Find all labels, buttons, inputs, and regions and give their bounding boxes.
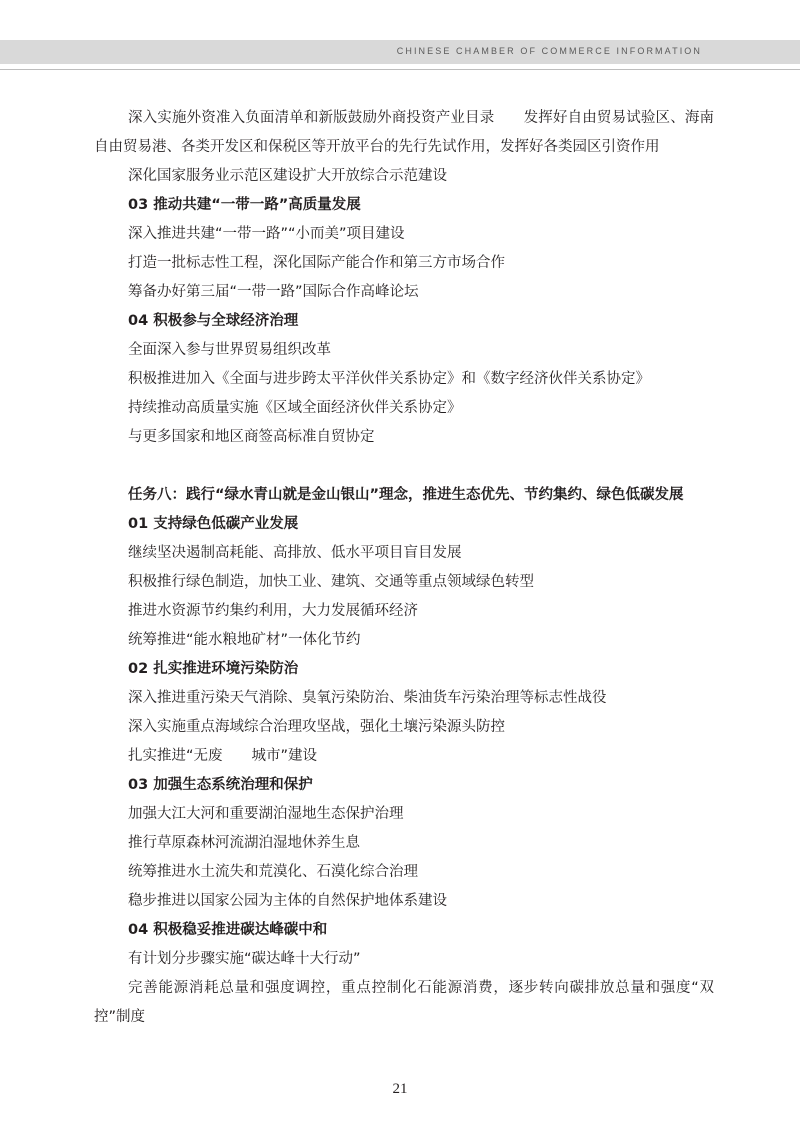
header-band [0, 40, 800, 64]
list-item: 深入实施重点海域综合治理攻坚战，强化土壤污染源头防控 [128, 719, 505, 735]
list-item: 深化国家服务业示范区建设扩大开放综合示范建设 [128, 168, 447, 184]
list-item: 深入推进重污染天气消除、臭氧污染防治、柴油货车污染治理等标志性战役 [128, 690, 607, 706]
section-heading: 03 加强生态系统治理和保护 [128, 777, 313, 793]
list-item: 打造一批标志性工程，深化国际产能合作和第三方市场合作 [128, 255, 505, 271]
section-heading: 01 支持绿色低碳产业发展 [128, 516, 299, 532]
list-item: 统筹推进“能水粮地矿材”一体化节约 [128, 632, 361, 648]
task-heading: 任务八：践行“绿水青山就是金山银山”理念，推进生态优先、节约集约、绿色低碳发展 [128, 487, 684, 503]
list-item: 扎实推进“无废 城市”建设 [128, 748, 318, 764]
paragraph: 完善能源消耗总量和强度调控，重点控制化石能源消费，逐步转向碳排放总量和强度“双控”制度 [94, 980, 714, 1025]
list-item: 稳步推进以国家公园为主体的自然保护地体系建设 [128, 893, 447, 909]
publication-title: CHINESE CHAMBER OF COMMERCE INFORMATION [396, 46, 702, 56]
list-item: 统筹推进水土流失和荒漠化、石漠化综合治理 [128, 864, 418, 880]
list-item: 有计划分步骤实施“碳达峰十大行动” [128, 951, 361, 967]
list-item: 加强大江大河和重要湖泊湿地生态保护治理 [128, 806, 404, 822]
list-item: 推行草原森林河流湖泊湿地休养生息 [128, 835, 360, 851]
section-heading: 03 推动共建“一带一路”高质量发展 [128, 197, 361, 213]
header-rule [0, 69, 800, 70]
section-heading: 04 积极参与全球经济治理 [128, 313, 299, 329]
spacer [94, 452, 714, 481]
list-item: 积极推进加入《全面与进步跨太平洋伙伴关系协定》和《数字经济伙伴关系协定》 [128, 371, 650, 387]
list-item: 全面深入参与世界贸易组织改革 [128, 342, 331, 358]
section-heading: 04 积极稳妥推进碳达峰碳中和 [128, 922, 328, 938]
list-item: 积极推行绿色制造，加快工业、建筑、交通等重点领域绿色转型 [128, 574, 534, 590]
list-item: 与更多国家和地区商签高标准自贸协定 [128, 429, 375, 445]
page-body [94, 104, 714, 1032]
paragraph: 深入实施外资准入负面清单和新版鼓励外商投资产业目录 发挥好自由贸易试验区、海南自由贸易港、各类开发区和保税区等开放平台的先行先试作用，发挥好各类园区引资作用 [94, 110, 714, 155]
list-item: 推进水资源节约集约利用，大力发展循环经济 [128, 603, 418, 619]
list-item: 持续推动高质量实施《区域全面经济伙伴关系协定》 [128, 400, 462, 416]
list-item: 继续坚决遏制高耗能、高排放、低水平项目盲目发展 [128, 545, 462, 561]
section-heading: 02 扎实推进环境污染防治 [128, 661, 299, 677]
list-item: 深入推进共建“一带一路”“小而美”项目建设 [128, 226, 405, 242]
page-number: 21 [392, 1081, 408, 1097]
list-item: 筹备办好第三届“一带一路”国际合作高峰论坛 [128, 284, 419, 300]
